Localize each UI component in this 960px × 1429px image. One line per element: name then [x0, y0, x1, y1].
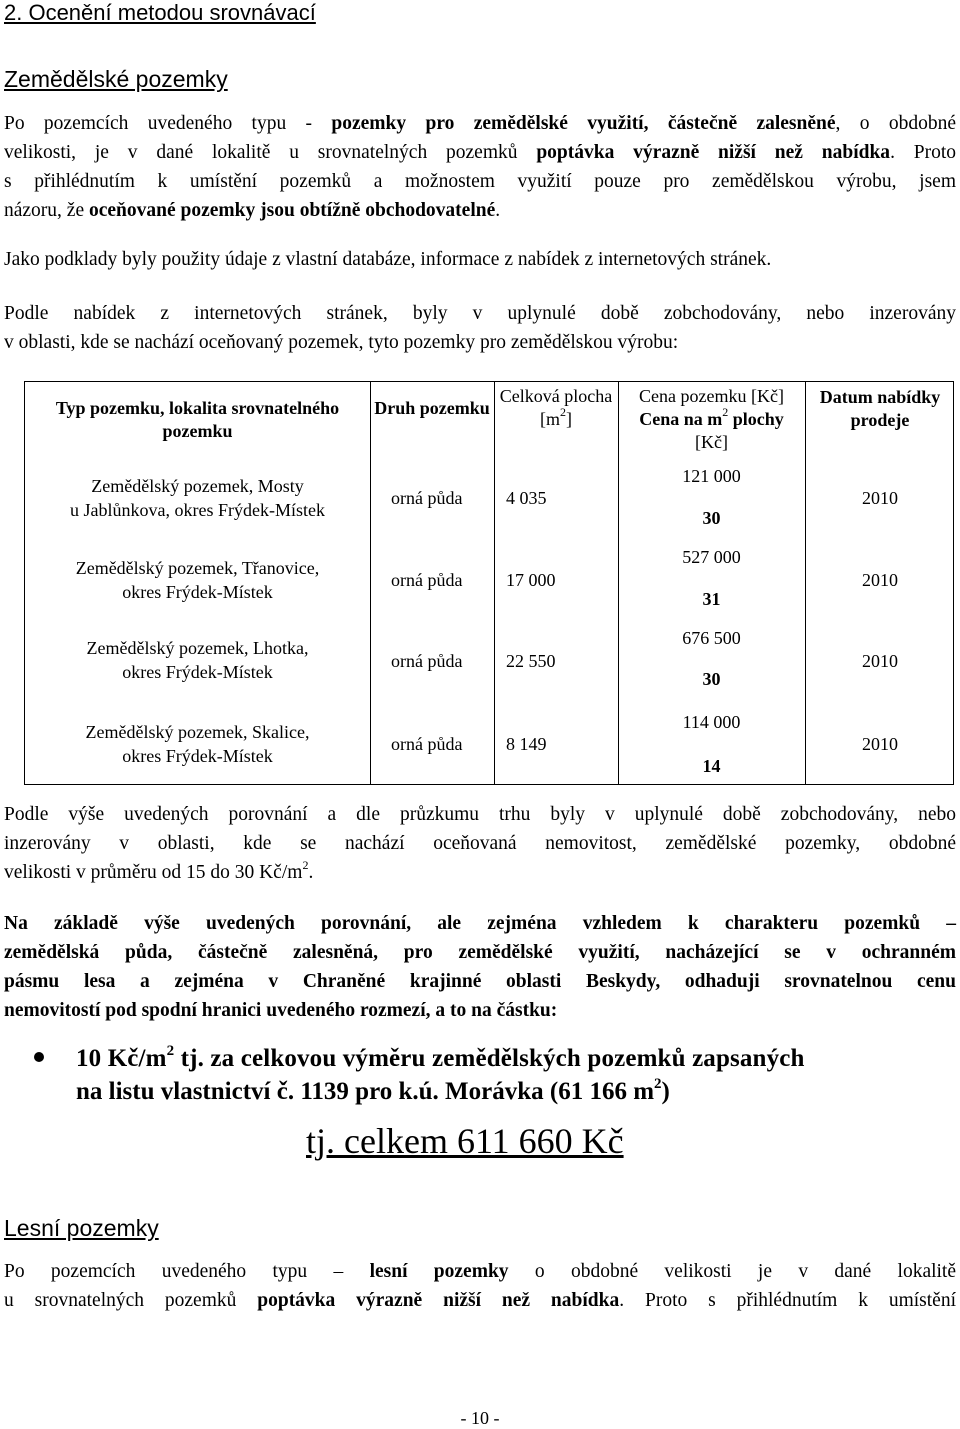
- table-row-location: Zemědělský pozemek, Mosty u Jablůnkova, okres Frýdek-Místek: [70, 476, 325, 520]
- table-row-location: Zemědělský pozemek, Skalice, okres Frýdek-Místek: [85, 722, 310, 766]
- comparison-table: [24, 381, 954, 785]
- section-heading: 2. Ocenění metodou srovnávací: [4, 0, 316, 25]
- result-line-2: na listu vlastnictví č. 1139 pro k.ú. Morávka (61 166 $m^2$): [76, 1075, 670, 1105]
- bullet-icon: [34, 1052, 44, 1062]
- row-price: 114 000: [682, 712, 741, 732]
- row-area: 8 149: [506, 734, 547, 754]
- row-date: 2010: [862, 570, 898, 590]
- row-price: 676 500: [682, 628, 741, 648]
- subsection-title-agricultural: Zemědělské pozemky: [4, 66, 228, 92]
- line: Po pozemcích uvedeného typu - pozemky pro zemědělské využití, částečně zalesněné, o obdobné: [4, 113, 956, 134]
- line: velikosti, je v dané lokalitě u srovnatelných pozemků poptávka výrazně nižší než nabídka. Proto: [4, 142, 957, 163]
- row-area: 22 550: [506, 651, 556, 671]
- result-line-1: 10 $Kč/m^2$ tj. za celkovou výměru zemědělských pozemků zapsaných: [76, 1042, 805, 1072]
- paragraph-forest: Po pozemcích uvedeného typu – lesní pozemky o obdobné velikosti je v dané lokalitě u srovnatelných pozemků poptávka výrazně nižší než nabídka. Proto s přihlédnutím k umístění: [4, 1261, 957, 1311]
- table-row-location: Zemědělský pozemek, Třanovice, okres Frýdek-Místek: [75, 558, 320, 602]
- row-price: 121 000: [682, 466, 741, 486]
- header-price: Cena pozemku [Kč] Cena na $m^2$ plochy [Kč]: [639, 386, 784, 452]
- line: názoru, že oceňované pozemky jsou obtížně obchodovatelné.: [4, 200, 501, 221]
- header-area: Celková plocha $[m^2]$: [499, 386, 613, 429]
- header-date: Datum nabídky prodeje: [819, 387, 941, 430]
- row-price-per-m2: 30: [702, 669, 721, 689]
- page-number: - 10 -: [460, 1408, 500, 1428]
- table-divider: [370, 382, 371, 784]
- row-price-per-m2: 30: [702, 508, 721, 528]
- row-area: 4 035: [506, 488, 547, 508]
- total-value: tj. celkem 611 660 Kč: [306, 1121, 624, 1161]
- subsection-title-forest: Lesní pozemky: [4, 1215, 159, 1241]
- row-date: 2010: [862, 734, 898, 754]
- paragraph-summary: Podle výše uvedených porovnání a dle průzkumu trhu byly v uplynulé době zobchodovány, nebo inzerovány v oblasti, kde se nachází oceňovaná nemovitost, zemědělské pozemky, obdobné velikosti v průměru od 15 do 30 $Kč/m^2$.: [4, 804, 956, 883]
- header-location: Typ pozemku, lokalita srovnatelného pozemku: [55, 398, 340, 441]
- row-type: orná půda: [391, 734, 463, 754]
- paragraph-intro: [4, 109, 956, 225]
- row-price-per-m2: 31: [702, 589, 721, 609]
- row-area: 17 000: [506, 570, 556, 590]
- row-type: orná půda: [391, 651, 463, 671]
- row-price-per-m2: 14: [702, 756, 721, 776]
- row-price: 527 000: [682, 547, 741, 567]
- header-type: Druh pozemku: [374, 398, 490, 418]
- row-date: 2010: [862, 651, 898, 671]
- row-type: orná půda: [391, 488, 463, 508]
- table-divider: [494, 382, 495, 784]
- row-date: 2010: [862, 488, 898, 508]
- paragraph-sources: Jako podklady byly použity údaje z vlastní databáze, informace z nabídek z internetových stránek.: [4, 249, 772, 270]
- table-row-location: Zemědělský pozemek, Lhotka, okres Frýdek-Místek: [86, 638, 309, 682]
- row-type: orná půda: [391, 570, 463, 590]
- paragraph-conclusion: Na základě výše uvedených porovnání, ale zejména vzhledem k charakteru pozemků – zemědělská půda, částečně zalesněná, pro zemědělské využití, nacházející se v ochranném pásmu lesa a zejména v Chraněné krajinné oblasti Beskydy, odhaduji srovnatelnou cenu nemovitostí pod spodní hranici uvedeného rozmezí, a to na částku:: [4, 913, 956, 1021]
- paragraph-offers: Podle nabídek z internetových stránek, byly v uplynulé době zobchodovány, nebo inzerovány v oblasti, kde se nachází oceňovaný pozemek, tyto pozemky pro zemědělskou výrobu:: [4, 303, 956, 353]
- line: s přihlédnutím k umístění pozemků a možnostem využití pouze pro zemědělskou výrobu, jsem: [4, 171, 956, 192]
